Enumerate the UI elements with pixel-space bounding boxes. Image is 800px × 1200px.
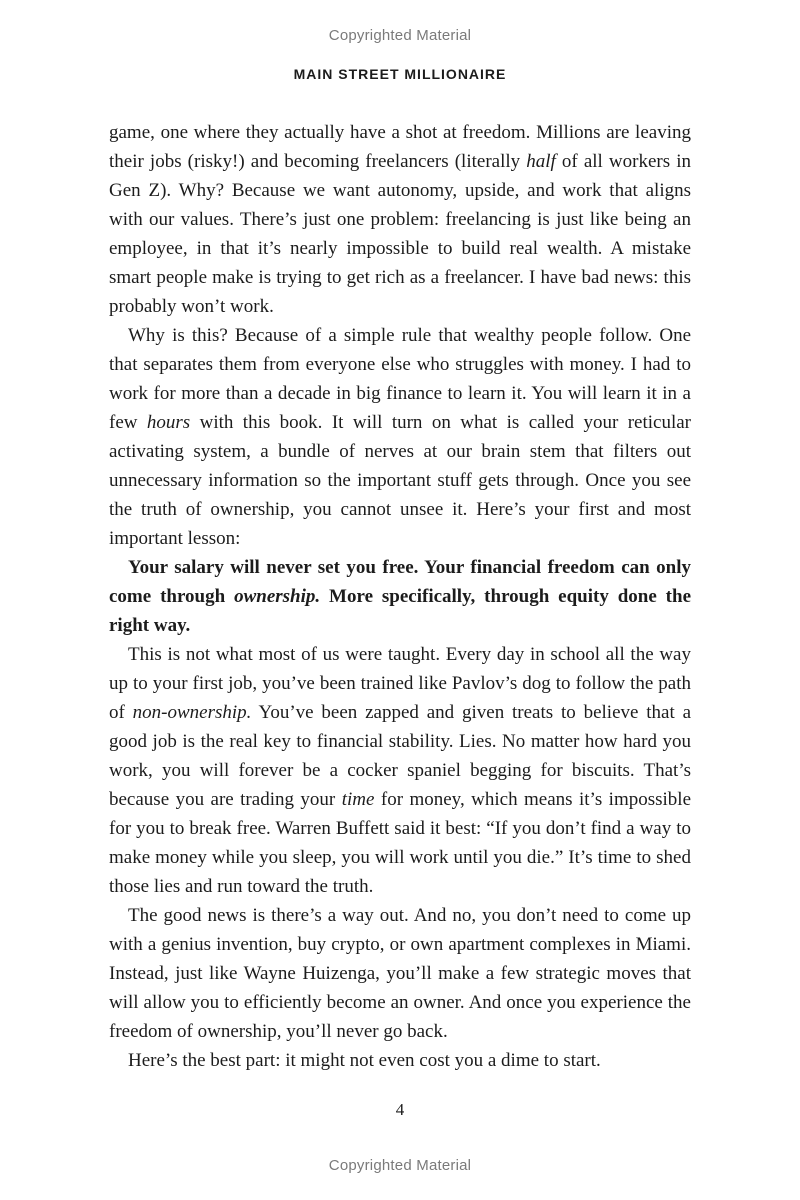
copyright-watermark-top: Copyrighted Material xyxy=(328,27,472,44)
emphasis-time: time xyxy=(341,789,375,810)
text-run: for money, which means it’s impossible for you to break free. Warren Buffett said it best: “If you don’t find a way to make money while you sleep, you will work until you die.” It’s time to shed those lies and run toward the truth. xyxy=(109,789,692,897)
text-run: This is not what most of us were taught. Every day in school all the way up to your first job, you’ve been trained like Pavlov’s dog to follow the path of xyxy=(109,644,691,723)
running-head: MAIN STREET MILLIONAIRE xyxy=(293,66,507,82)
key-lesson-paragraph xyxy=(109,553,691,640)
emphasis-non-ownership: non-ownership. xyxy=(132,702,252,723)
text-run: You’ve been zapped and given treats to believe that a good job is the real key to financial stability. Lies. No matter how hard you work, you will forever be a cocker spaniel begging for biscuits. That’s because you are trading your xyxy=(109,702,692,810)
paragraph-1 xyxy=(109,118,691,321)
body-text xyxy=(109,118,691,1075)
page-number: 4 xyxy=(395,1100,405,1119)
text-run: Why is this? Because of a simple rule that wealthy people follow. One that separates them from everyone else who struggles with money. I had to work for more than a decade in big finance to learn it. You will learn it in a few xyxy=(109,325,691,433)
text-run: of all workers in Gen Z). Why? Because we want autonomy, upside, and work that aligns with our values. There’s just one problem: freelancing is just like being an employee, in that it’s nearly impossible to build real wealth. A mistake smart people make is trying to get rich as a freelancer. I have bad news: this probably won’t work. xyxy=(109,151,691,317)
text-run: More specifically, through equity done the right way. xyxy=(109,586,692,636)
paragraph-4 xyxy=(109,640,691,901)
text-run: game, one where they actually have a shot at freedom. Millions are leaving their jobs (risky!) and becoming freelancers (literally xyxy=(109,122,691,172)
paragraph-6: Here’s the best part: it might not even cost you a dime to start. xyxy=(128,1050,601,1071)
emphasis-ownership: ownership. xyxy=(234,586,321,607)
text-run: Your salary will never set you free. Your financial freedom can only come through xyxy=(109,557,691,607)
emphasis-hours: hours xyxy=(146,412,191,433)
text-run: with this book. It will turn on what is called your reticular activating system, a bundle of nerves at our brain stem that filters out unnecessary information so the important stuff gets through. Once you see the truth of ownership, you cannot unsee it. Here’s your first and most important lesson: xyxy=(109,412,691,549)
emphasis-half: half xyxy=(526,151,556,172)
copyright-watermark-bottom: Copyrighted Material xyxy=(328,1157,472,1174)
paragraph-2 xyxy=(109,321,691,553)
paragraph-5: The good news is there’s a way out. And no, you don’t need to come up with a genius invention, buy crypto, or own apartment complexes in Miami. Instead, just like Wayne Huizenga, you’ll make a few strategic moves that will allow you to efficiently become an owner. And once you experience the freedom of ownership, you’ll never go back. xyxy=(109,905,691,1042)
